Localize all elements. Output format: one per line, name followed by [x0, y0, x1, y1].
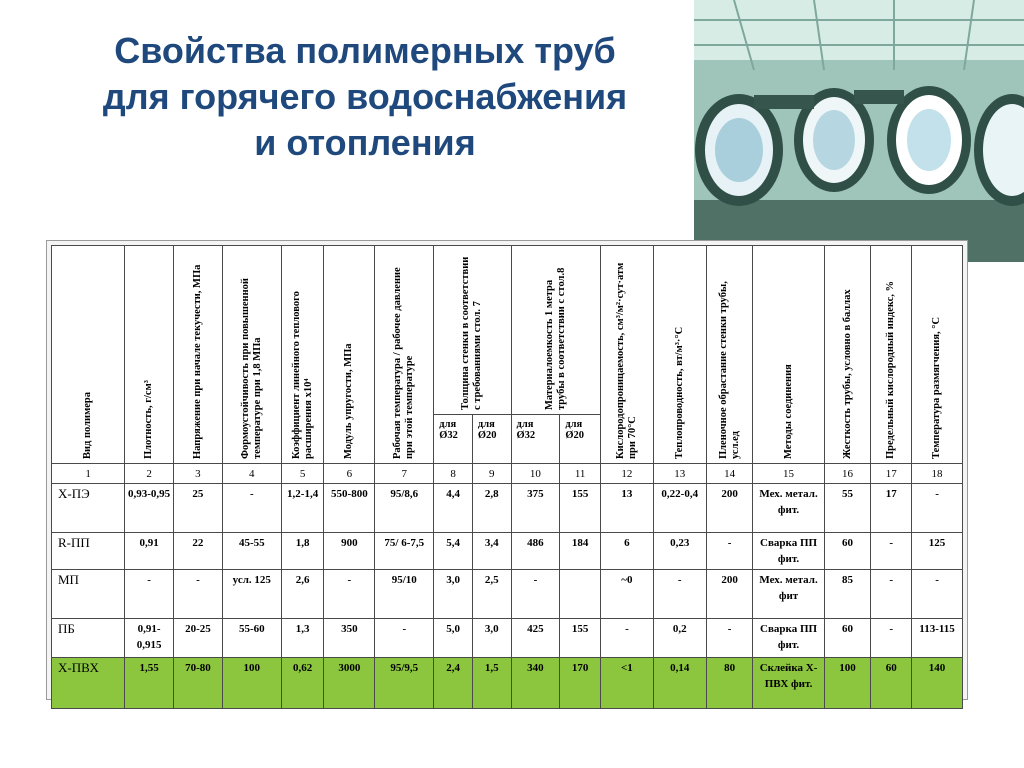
- header-cell: Плотность, г/см³: [125, 246, 174, 464]
- header-cell: Предельный кислородный индекс, %: [871, 246, 912, 464]
- header-cell: Теплопроводность, вт/м³·°С: [653, 246, 706, 464]
- table-row: [52, 533, 963, 570]
- table-cell: 3,4: [472, 533, 511, 570]
- table-cell: -: [871, 570, 912, 619]
- header-cell: Жесткость трубы, условно в баллах: [824, 246, 871, 464]
- table-cell: 2,4: [434, 658, 473, 709]
- table-cell: Мех. метал. фит.: [753, 484, 824, 533]
- table-cell: 95/8,6: [375, 484, 434, 533]
- table-cell: 200: [706, 484, 753, 533]
- table-cell: 20-25: [174, 619, 223, 658]
- table-cell: 3,0: [434, 570, 473, 619]
- table-cell: 425: [511, 619, 560, 658]
- table-cell: 5,4: [434, 533, 473, 570]
- table-cell: 550-800: [324, 484, 375, 533]
- table-cell: 100: [824, 658, 871, 709]
- table-cell: 155: [560, 619, 601, 658]
- table-cell: -: [324, 570, 375, 619]
- table-cell: 125: [912, 533, 963, 570]
- table-cell: 55: [824, 484, 871, 533]
- table-cell: -: [125, 570, 174, 619]
- column-number: 16: [824, 464, 871, 484]
- table-cell: Мех. метал. фит: [753, 570, 824, 619]
- table-cell: 2,5: [472, 570, 511, 619]
- table-cell: 60: [871, 658, 912, 709]
- table-cell: 13: [600, 484, 653, 533]
- table-cell: 0,93-0,95: [125, 484, 174, 533]
- table-cell: Склейка Х-ПВХ фит.: [753, 658, 824, 709]
- table-cell: 95/9,5: [375, 658, 434, 709]
- slide-title: [40, 28, 690, 166]
- header-cell: Материалоемкость 1 метра трубы в соответствии с стол.8: [511, 246, 600, 415]
- table-cell: 0,91-0,915: [125, 619, 174, 658]
- table-cell: -: [871, 533, 912, 570]
- table-cell: 6: [600, 533, 653, 570]
- header-cell: Формоустойчивость при повышенной температуре при 1,8 МПа: [222, 246, 281, 464]
- table-cell: 155: [560, 484, 601, 533]
- table-cell: 486: [511, 533, 560, 570]
- table-cell: -: [600, 619, 653, 658]
- header-cell: Рабочая температура / рабочее давление при этой температуре: [375, 246, 434, 464]
- table-body: [52, 484, 963, 709]
- table-cell: 22: [174, 533, 223, 570]
- properties-table-container: [46, 240, 968, 700]
- table-cell: усл. 125: [222, 570, 281, 619]
- table-cell: 85: [824, 570, 871, 619]
- table-cell: Сварка ПП фит.: [753, 619, 824, 658]
- column-number: 18: [912, 464, 963, 484]
- table-cell: 140: [912, 658, 963, 709]
- table-cell: 80: [706, 658, 753, 709]
- column-number: 10: [511, 464, 560, 484]
- table-cell: 1,5: [472, 658, 511, 709]
- table-row: [52, 484, 963, 533]
- header-cell: Температура размягчения, °С: [912, 246, 963, 464]
- table-cell: 55-60: [222, 619, 281, 658]
- table-row-highlighted: [52, 658, 963, 709]
- subheader-cell: для Ø20: [560, 415, 601, 464]
- polymer-name-cell: ПБ: [52, 619, 125, 658]
- table-cell: 3,0: [472, 619, 511, 658]
- table-cell: <1: [600, 658, 653, 709]
- header-cell: Кислородопроницаемость, см³/м²·сут·атм при 70°С: [600, 246, 653, 464]
- table-cell: 25: [174, 484, 223, 533]
- column-number: 5: [281, 464, 324, 484]
- table-cell: 95/10: [375, 570, 434, 619]
- table-row: [52, 570, 963, 619]
- column-number: 3: [174, 464, 223, 484]
- polymer-properties-table: [51, 245, 963, 709]
- table-header-row: [52, 246, 963, 415]
- table-cell: 75/ 6-7,5: [375, 533, 434, 570]
- column-number: 17: [871, 464, 912, 484]
- table-cell: -: [706, 533, 753, 570]
- table-cell: 1,3: [281, 619, 324, 658]
- header-cell: Методы соединения: [753, 246, 824, 464]
- column-number: 11: [560, 464, 601, 484]
- table-cell: -: [174, 570, 223, 619]
- polymer-name-cell: МП: [52, 570, 125, 619]
- table-cell: ~0: [600, 570, 653, 619]
- table-cell: 1,2-1,4: [281, 484, 324, 533]
- column-number-row: [52, 464, 963, 484]
- subheader-cell: для Ø32: [511, 415, 560, 464]
- column-number: 9: [472, 464, 511, 484]
- table-cell: 70-80: [174, 658, 223, 709]
- title-line-2: для горячего водоснабжения: [102, 76, 628, 117]
- table-cell: 100: [222, 658, 281, 709]
- table-cell: 2,6: [281, 570, 324, 619]
- pipes-factory-photo: [694, 0, 1024, 262]
- table-cell: -: [912, 484, 963, 533]
- column-number: 6: [324, 464, 375, 484]
- polymer-name-cell: Х-ПВХ: [52, 658, 125, 709]
- table-cell: 17: [871, 484, 912, 533]
- polymer-name-cell: R-ПП: [52, 533, 125, 570]
- table-cell: 184: [560, 533, 601, 570]
- header-cell: Напряжение при начале текучести, МПа: [174, 246, 223, 464]
- table-cell: 5,0: [434, 619, 473, 658]
- table-cell: 0,62: [281, 658, 324, 709]
- subheader-cell: для Ø32: [434, 415, 473, 464]
- table-cell: 170: [560, 658, 601, 709]
- table-row: [52, 619, 963, 658]
- table-cell: -: [912, 570, 963, 619]
- table-cell: 2,8: [472, 484, 511, 533]
- column-number: 14: [706, 464, 753, 484]
- column-number: 12: [600, 464, 653, 484]
- column-number: 1: [52, 464, 125, 484]
- table-cell: 0,2: [653, 619, 706, 658]
- table-cell: 0,22-0,4: [653, 484, 706, 533]
- column-number: 7: [375, 464, 434, 484]
- table-cell: -: [511, 570, 560, 619]
- header-cell: Коэффициент линейного теплового расширения х10⁴: [281, 246, 324, 464]
- table-cell: 1,8: [281, 533, 324, 570]
- header-cell: Модуль упругости, МПа: [324, 246, 375, 464]
- table-cell: 45-55: [222, 533, 281, 570]
- table-cell: 0,91: [125, 533, 174, 570]
- table-cell: -: [871, 619, 912, 658]
- table-cell: 200: [706, 570, 753, 619]
- table-cell: -: [653, 570, 706, 619]
- pipes-photo-icon: [694, 0, 1024, 262]
- polymer-name-cell: Х-ПЭ: [52, 484, 125, 533]
- table-cell: 0,23: [653, 533, 706, 570]
- column-number: 13: [653, 464, 706, 484]
- header-cell: Толщина стенки в соответствии с требованиями стол. 7: [434, 246, 511, 415]
- subheader-cell: для Ø20: [472, 415, 511, 464]
- header-cell: Пленочное обрастание стенки трубы, усл.ед: [706, 246, 753, 464]
- table-cell: 60: [824, 619, 871, 658]
- header-cell: Вид полимера: [52, 246, 125, 464]
- column-number: 8: [434, 464, 473, 484]
- table-cell: 113-115: [912, 619, 963, 658]
- table-cell: 0,14: [653, 658, 706, 709]
- table-cell: 1,55: [125, 658, 174, 709]
- table-cell: -: [706, 619, 753, 658]
- table-cell: 375: [511, 484, 560, 533]
- table-cell: Сварка ПП фит.: [753, 533, 824, 570]
- table-cell: 340: [511, 658, 560, 709]
- table-cell: 3000: [324, 658, 375, 709]
- table-cell: 350: [324, 619, 375, 658]
- table-cell: 60: [824, 533, 871, 570]
- column-number: 2: [125, 464, 174, 484]
- table-cell: 4,4: [434, 484, 473, 533]
- title-line-1: Свойства полимерных труб: [114, 30, 616, 71]
- column-number: 15: [753, 464, 824, 484]
- column-number: 4: [222, 464, 281, 484]
- table-cell: 900: [324, 533, 375, 570]
- table-cell: -: [222, 484, 281, 533]
- title-line-3: и отопления: [254, 122, 476, 163]
- table-cell: [560, 570, 601, 619]
- table-cell: -: [375, 619, 434, 658]
